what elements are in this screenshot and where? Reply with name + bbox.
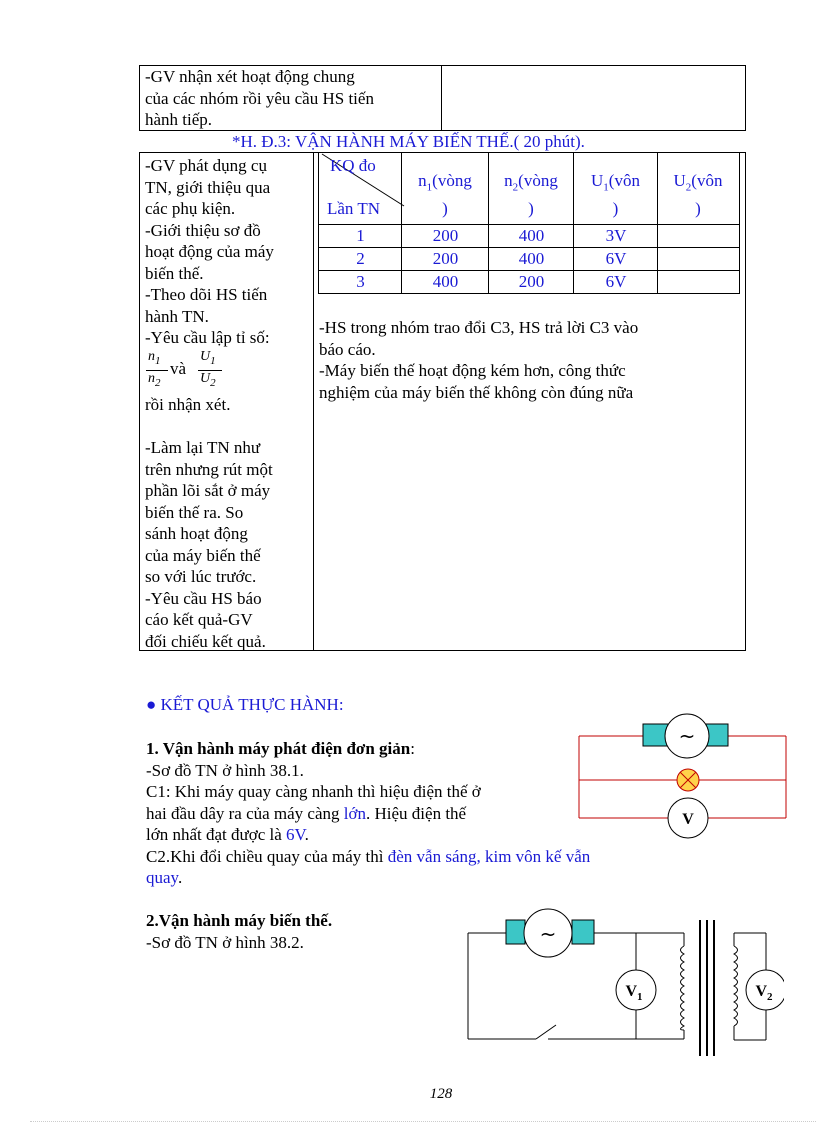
- table-cell: 400: [432, 272, 459, 291]
- text-line: cáo kết quả-GV: [145, 610, 253, 629]
- section-1-title: 1. Vận hành máy phát điện đơn giản:: [146, 739, 415, 758]
- left-column-text: [145, 155, 274, 349]
- text-line: đối chiếu kết quả.: [145, 631, 266, 651]
- text-line: quay.: [146, 868, 183, 887]
- right-column-text: [319, 317, 638, 403]
- page-number: 128: [429, 1086, 453, 1102]
- table-cell: 3V: [605, 226, 627, 245]
- table-cell: 6V: [605, 249, 627, 268]
- u2: $U_2$: [200, 371, 216, 389]
- text-line: -HS trong nhóm trao đổi C3, HS trả lời C3 vào: [319, 318, 639, 337]
- corner-bottom-label: Lần TN: [327, 199, 381, 218]
- table-cell: 200: [432, 249, 459, 268]
- table-cell: 6V: [605, 272, 627, 291]
- n2: $n_2$: [148, 371, 161, 389]
- results-section-1: [146, 738, 590, 889]
- text-line: phần lõi sắt ở máy: [145, 481, 271, 500]
- header-n1: $n_1(vòng$ ): [418, 171, 472, 219]
- text-line: biến thế.: [145, 263, 204, 283]
- table-cell: 200: [518, 272, 545, 291]
- text-line: -GV nhận xét hoạt động chung: [145, 67, 355, 86]
- text-line: nghiệm của máy biến thế không còn đúng nữa: [319, 382, 634, 402]
- section-heading: *H. Đ.3: VẬN HÀNH MÁY BIẾN THẾ.( 20 phút).: [232, 132, 585, 151]
- top-left-text: [145, 66, 374, 131]
- circuit-diagram-generator: [576, 710, 790, 840]
- text-line: C1: Khi máy quay càng nhanh thì hiệu điện thế ở: [146, 782, 481, 801]
- text-line: hai đầu dây ra của máy càng lớn. Hiệu điện thế: [146, 803, 467, 823]
- text-line: -GV phát dụng cụ: [145, 156, 267, 175]
- text-line: -Sơ đồ TN ở hình 38.1.: [146, 760, 304, 780]
- generator-left-terminal: [506, 920, 525, 944]
- left-column-text-2: [145, 394, 273, 652]
- circuit-diagram-transformer: [464, 906, 784, 1060]
- text-line: hành TN.: [145, 306, 209, 326]
- results-heading: ● KẾT QUẢ THỰC HÀNH:: [146, 695, 344, 714]
- text-line: trên nhưng rút một: [145, 459, 273, 479]
- generator-symbol: ~: [678, 724, 696, 748]
- text-line: của các nhóm rồi yêu cầu HS tiến: [145, 88, 374, 108]
- text-line: so với lúc trước.: [145, 567, 257, 586]
- text-line: hoạt động của máy: [145, 242, 274, 261]
- text-line: -Máy biến thế hoạt động kém hơn, công thức: [319, 361, 626, 380]
- generator-symbol: ~: [539, 922, 557, 946]
- text-line: -Yêu cầu HS báo: [145, 588, 262, 608]
- text-line: rồi nhận xét.: [145, 395, 231, 414]
- results-section-2: [146, 910, 332, 953]
- u1: $U_1$: [200, 349, 216, 367]
- voltmeter-2-label: $V_2$: [755, 983, 773, 1003]
- text-line: của máy biến thế: [145, 545, 261, 565]
- table-cell: 200: [432, 226, 459, 245]
- header-n2: $n_2(vòng$ ): [504, 171, 558, 219]
- text-line: hành tiếp.: [145, 110, 213, 129]
- text-line: [145, 416, 273, 438]
- ratio-and: và: [170, 359, 187, 378]
- text-line: -Theo dõi HS tiến: [145, 285, 268, 304]
- table-cell: 1: [356, 226, 365, 245]
- table-cell: 2: [356, 249, 365, 268]
- n1: $n_1$: [148, 349, 161, 367]
- text-line: các phụ kiện.: [145, 199, 236, 218]
- generator-right-terminal: [572, 920, 594, 944]
- text-line: C2.Khi đổi chiều quay của máy thì đèn vẫn sáng, kim vôn kế vẫn: [146, 846, 591, 866]
- header-u2: $U_2(vôn$ ): [673, 171, 723, 219]
- text-line: sánh hoạt động: [145, 524, 248, 543]
- table-cell: 400: [518, 249, 545, 268]
- table-cell: 3: [356, 272, 365, 291]
- corner-top-label: KQ đo: [330, 156, 376, 175]
- table-cell: 400: [518, 226, 545, 245]
- voltmeter-1-label: $V_1$: [625, 983, 643, 1003]
- text-line: biến thế ra. So: [145, 502, 244, 522]
- header-u1: $U_1(vôn$ ): [591, 171, 640, 219]
- ratio-formula: [146, 349, 226, 391]
- footer-divider: [30, 1121, 816, 1122]
- text-line: -Làm lại TN như: [145, 438, 261, 457]
- text-line: TN, giới thiệu qua: [145, 177, 271, 197]
- text-line: -Sơ đồ TN ở hình 38.2.: [146, 932, 304, 952]
- top-right-cell: [441, 65, 746, 131]
- section-2-title: 2.Vận hành máy biến thế.: [146, 911, 333, 930]
- text-line: lớn nhất đạt được là 6V.: [146, 825, 309, 844]
- text-line: -Giới thiệu sơ đồ: [145, 220, 261, 240]
- text-line: -Yêu cầu lập tỉ số:: [145, 328, 270, 347]
- text-line: báo cáo.: [319, 339, 376, 359]
- voltmeter-label: V: [682, 811, 694, 828]
